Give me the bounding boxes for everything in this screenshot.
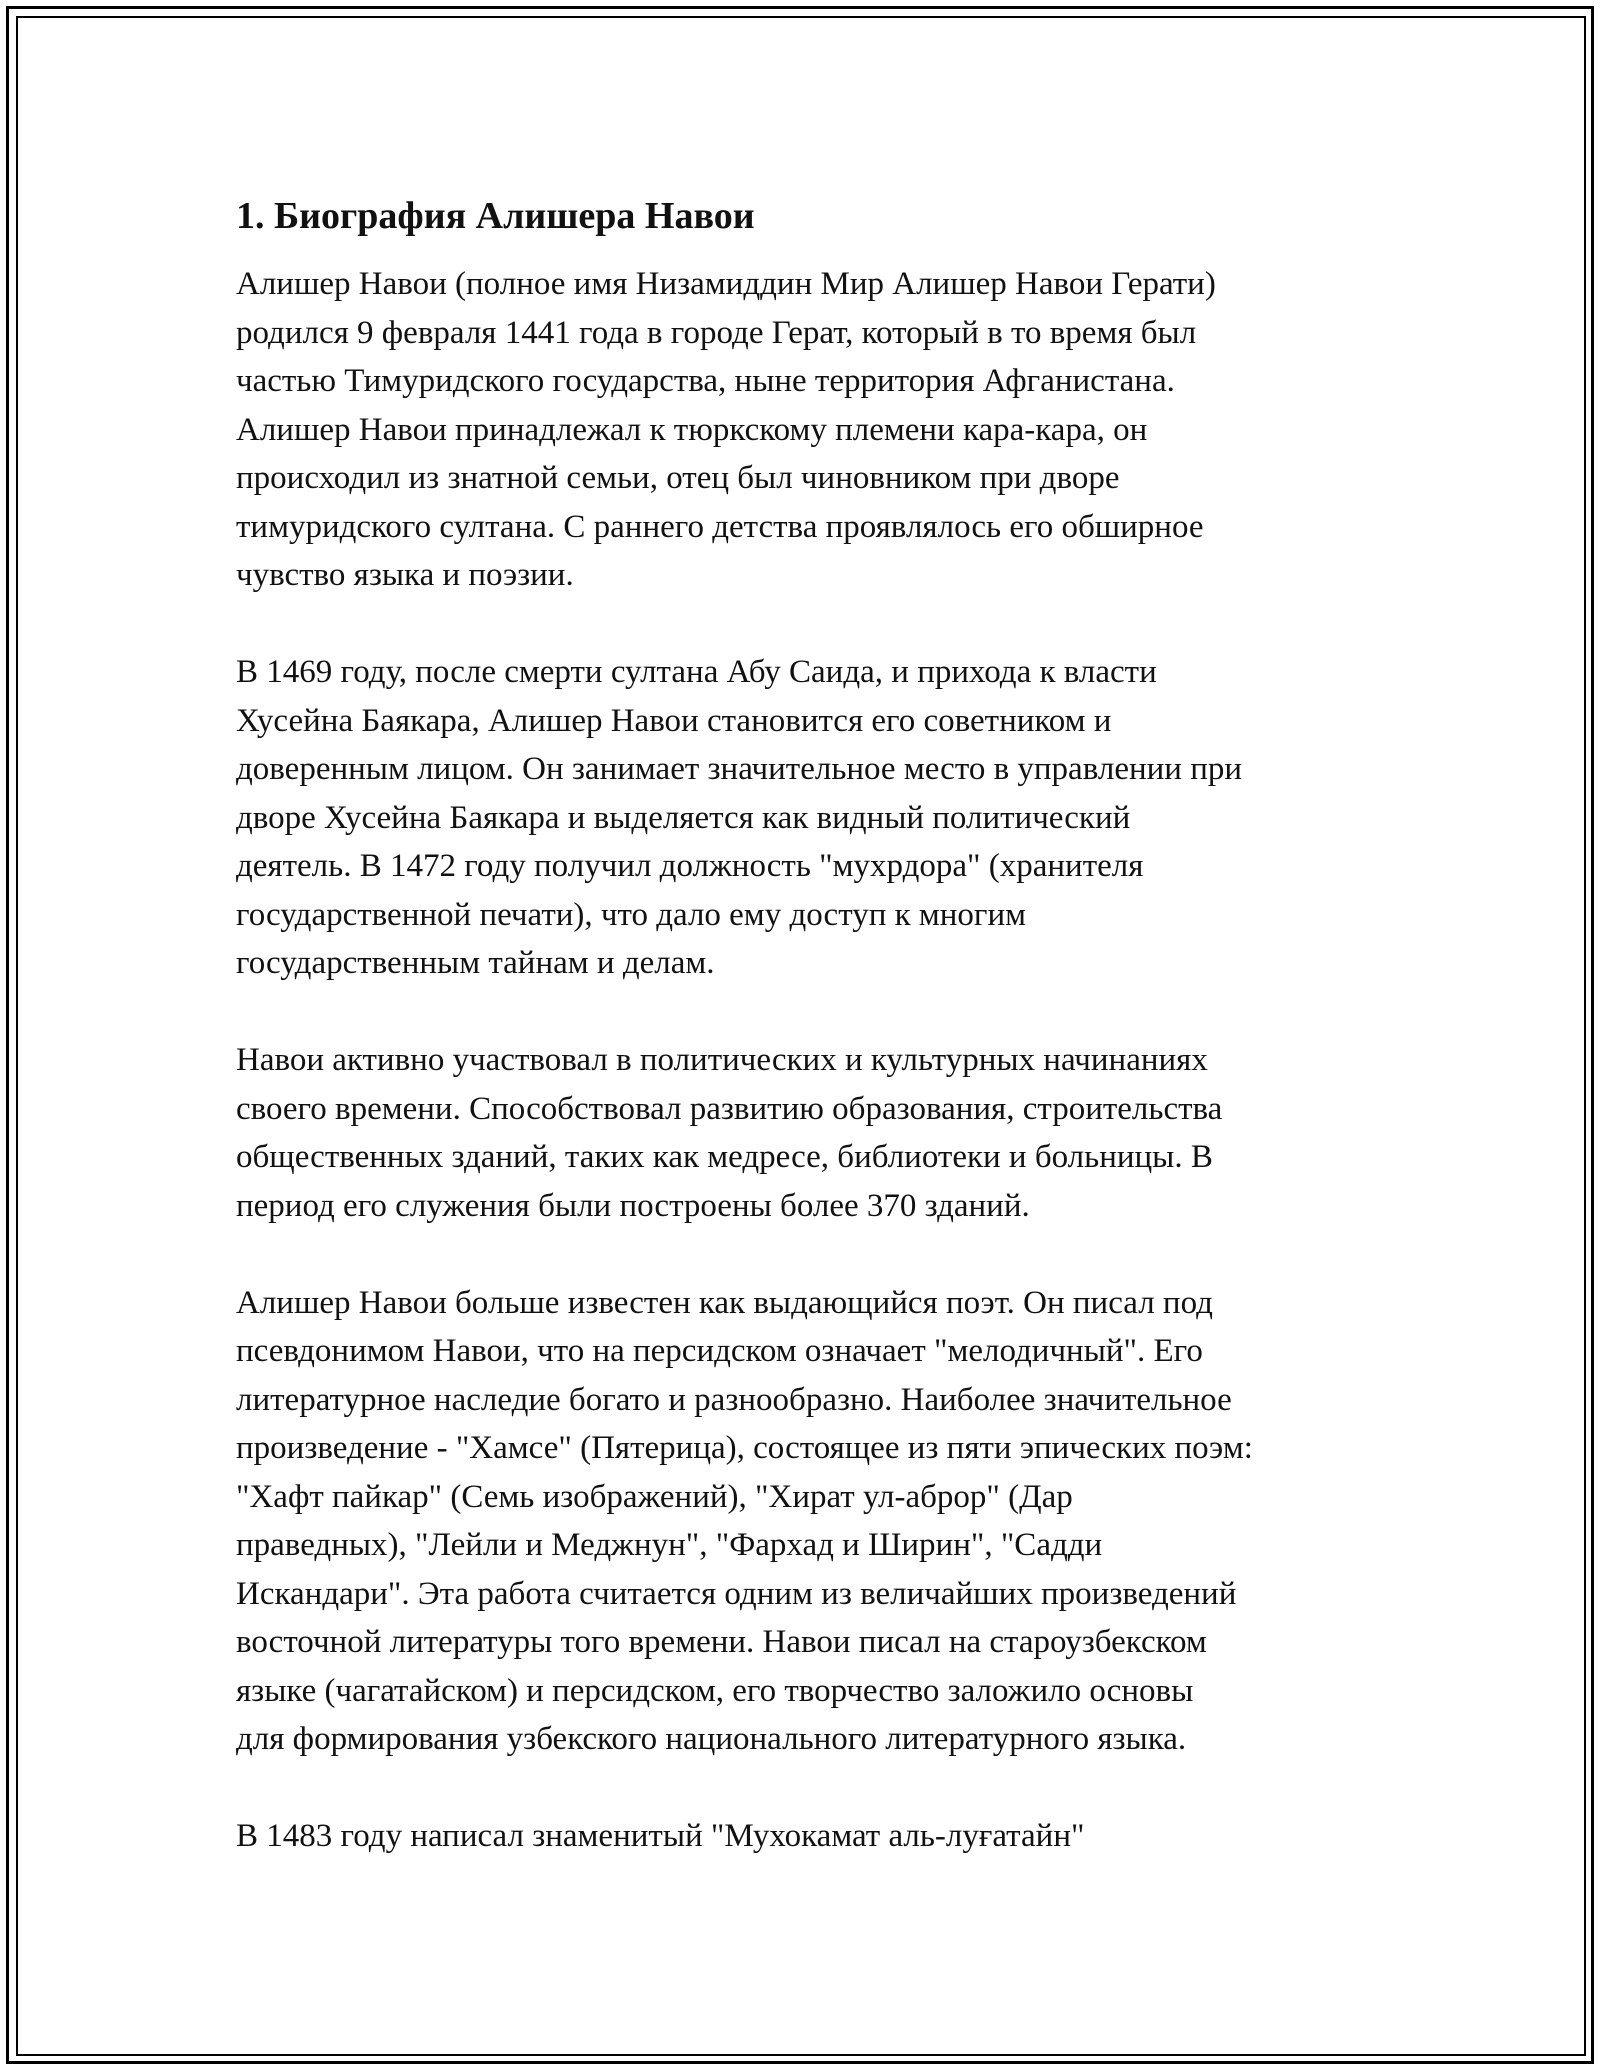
paragraph-line: восточной литературы того времени. Навои писал на староузбекском (236, 1624, 1207, 1660)
paragraph-line: литературное наследие богато и разнообразно. Наиболее значительное (236, 1381, 1232, 1418)
paragraph-line: чувство языка и поэзии. (236, 557, 574, 593)
paragraph-line: В 1483 году написал знаменитый "Мухокамат аль-луғатайн" (236, 1818, 1085, 1854)
paragraph-poetry (236, 1279, 1386, 1764)
paragraph-line: государственным тайнам и делам. (236, 945, 715, 981)
paragraph-line: праведных), "Лейли и Меджнун", "Фархад и Ширин", "Садди (236, 1527, 1103, 1563)
paragraph-line: Навои активно участвовал в политических и культурных начинаниях (236, 1042, 1208, 1078)
paragraph-line: произведение - "Хамсе" (Пятерица), состоящее из пяти эпических поэм: (236, 1430, 1253, 1466)
paragraph-line: общественных зданий, таких как медресе, библиотеки и больницы. В (236, 1139, 1213, 1175)
paragraph-line: Искандари". Эта работа считается одним из величайших произведений (236, 1575, 1237, 1612)
paragraph-line: "Хафт пайкар" (Семь изображений), "Хират ул-аброр" (Дар (236, 1478, 1073, 1515)
paragraph-line: доверенным лицом. Он занимает значительное место в управлении при (236, 751, 1243, 787)
paragraph-birth (236, 260, 1386, 600)
paragraph-line: Хусейна Баякара, Алишер Навои становится его советником и (236, 702, 1112, 739)
document-body (236, 190, 1386, 1909)
paragraph-line: происходил из знатной семьи, отец был чиновником при дворе (236, 460, 1120, 496)
paragraph-line: В 1469 году, после смерти султана Абу Саида, и прихода к власти (236, 654, 1157, 690)
paragraph-cultural-activity (236, 1036, 1386, 1230)
paragraph-line: Алишер Навои (полное имя Низамиддин Мир Алишер Навои Герати) (236, 266, 1216, 302)
paragraph-line: Алишер Навои принадлежал к тюркскому племени кара-кара, он (236, 411, 1148, 448)
paragraph-line: государственной печати), что дало ему доступ к многим (236, 896, 1027, 933)
paragraph-line: дворе Хусейна Баякара и выделяется как видный политический (236, 799, 1131, 836)
paragraph-line: для формирования узбекского национального литературного языка. (236, 1721, 1187, 1757)
paragraph-line: Алишер Навои больше известен как выдающийся поэт. Он писал под (236, 1284, 1213, 1321)
paragraph-line: деятель. В 1472 году получил должность "мухрдора" (хранителя (236, 848, 1144, 884)
paragraph-line: частью Тимуридского государства, ныне территория Афганистана. (236, 363, 1175, 399)
paragraph-line: своего времени. Способствовал развитию образования, строительства (236, 1090, 1223, 1127)
paragraph-line: родился 9 февраля 1441 года в городе Герат, который в то время был (236, 314, 1197, 351)
paragraph-line: тимуридского султана. С раннего детства проявлялось его обширное (236, 508, 1204, 545)
paragraph-later-works (236, 1812, 1386, 1861)
paragraph-line: период его служения были построены более 370 зданий. (236, 1187, 1030, 1224)
paragraph-line: языке (чагатайском) и персидском, его творчество заложило основы (236, 1672, 1194, 1709)
paragraph-political-career (236, 648, 1386, 988)
section-heading: 1. Биография Алишера Навои (236, 195, 755, 237)
paragraph-line: псевдонимом Навои, что на персидском означает "мелодичный". Его (236, 1333, 1203, 1369)
